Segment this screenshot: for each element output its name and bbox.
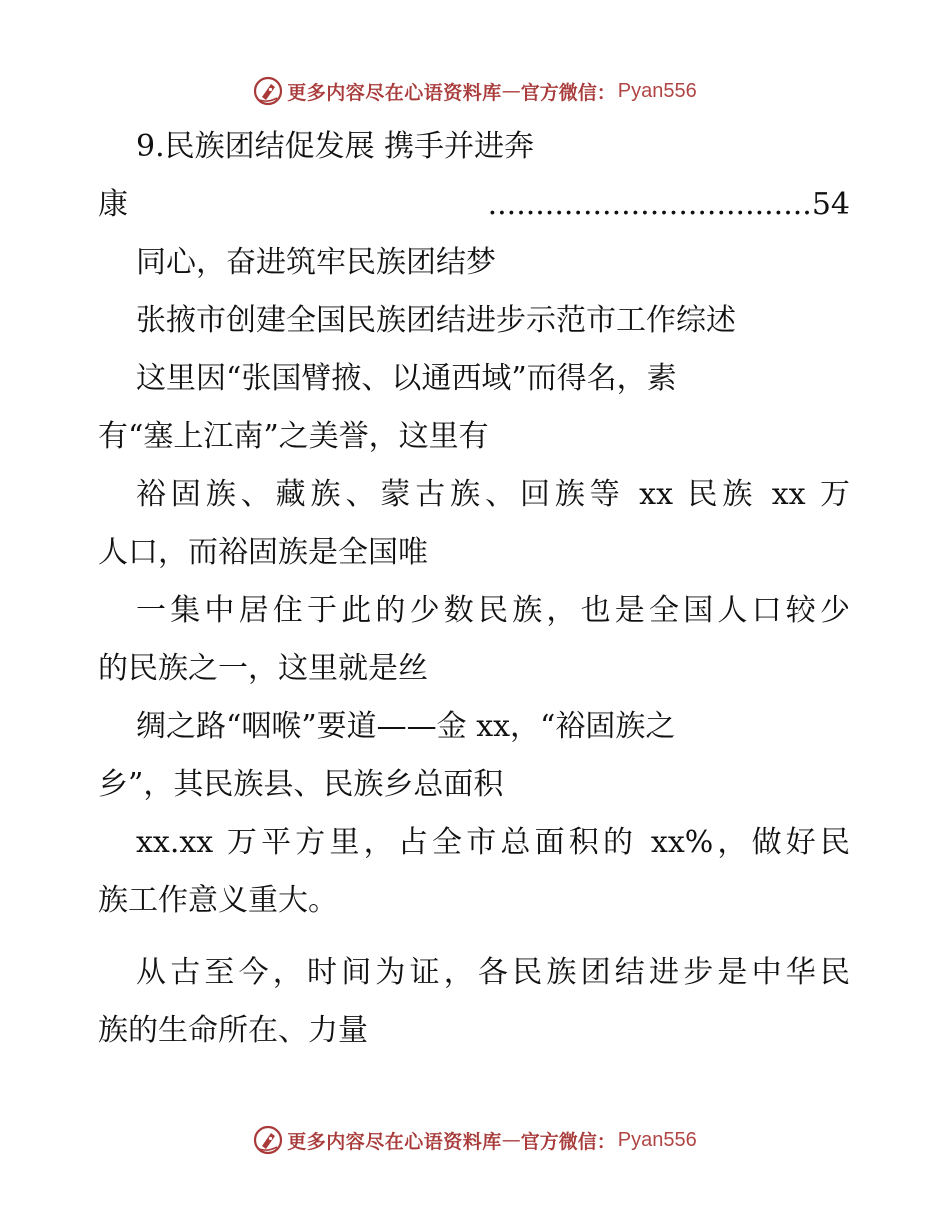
banner-wechat-id: Pyan556 xyxy=(617,1128,697,1151)
paragraph-line: 族工作意义重大。 xyxy=(98,883,338,918)
paragraph-line: xx.xx 万平方里，占全市总面积的 xx%，做好民 xyxy=(136,825,850,860)
pen-nib-logo-icon xyxy=(253,76,283,106)
header-banner-content xyxy=(253,76,697,106)
section-subheading: 张掖市创建全国民族团结进步示范市工作综述 xyxy=(136,303,736,338)
paragraph-line: 一集中居住于此的少数民族，也是全国人口较少 xyxy=(136,593,850,628)
document-body xyxy=(98,118,850,1060)
paragraph-line: 绸之路“咽喉”要道——金 xx，“裕固族之 xyxy=(136,709,676,744)
header-watermark-banner xyxy=(0,74,950,108)
paragraph-line: 人口，而裕固族是全国唯 xyxy=(98,535,428,570)
paragraph-line: 这里因“张国臂掖、以通西域”而得名，素 xyxy=(136,361,677,396)
section-heading: 同心，奋进筑牢民族团结梦 xyxy=(136,245,496,280)
paragraph-line: 乡”，其民族县、民族乡总面积 xyxy=(98,767,504,802)
pen-nib-logo-icon xyxy=(253,1125,283,1155)
banner-slogan: 更多内容尽在心语资料库 xyxy=(287,81,502,104)
banner-wechat-label: 官方微信： xyxy=(520,81,616,104)
footer-banner-content xyxy=(253,1125,697,1155)
paragraph-gap xyxy=(98,930,850,944)
paragraph-line: 从古至今，时间为证，各民族团结进步是中华民 xyxy=(136,955,850,990)
toc-entry-title: 9.民族团结促发展 携手并进奔 xyxy=(136,129,535,164)
banner-wechat-label: 官方微信： xyxy=(520,1130,616,1153)
paragraph-line: 裕固族、藏族、蒙古族、回族等 xx 民族 xx 万 xyxy=(136,477,850,512)
footer-watermark-banner xyxy=(0,1123,950,1157)
banner-separator: — xyxy=(501,80,521,102)
toc-entry-leader: 康..................................54 xyxy=(98,187,850,222)
paragraph-line: 有“塞上江南”之美誉，这里有 xyxy=(98,419,489,454)
banner-wechat-id: Pyan556 xyxy=(617,79,697,102)
banner-slogan: 更多内容尽在心语资料库 xyxy=(287,1130,502,1153)
paragraph-line: 的民族之一，这里就是丝 xyxy=(98,651,428,686)
paragraph-line: 族的生命所在、力量 xyxy=(98,1013,368,1048)
banner-separator: — xyxy=(501,1129,521,1151)
